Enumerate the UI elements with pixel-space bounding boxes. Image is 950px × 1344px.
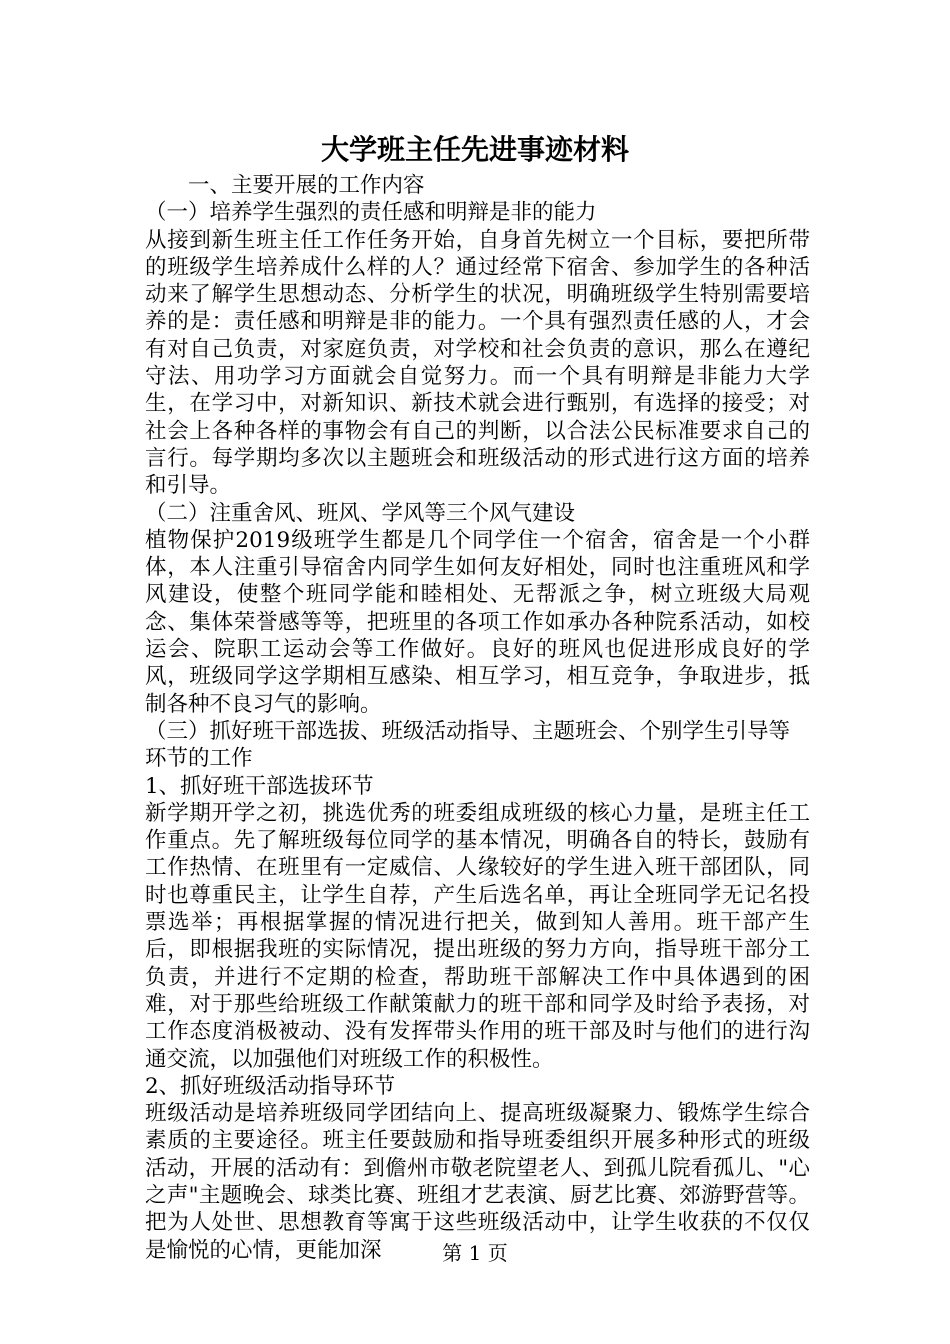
item-heading-1: 1、抓好班干部选拔环节 xyxy=(145,773,374,799)
subsection-heading-3: （三）抓好班干部选拔、班级活动指导、主题班会、个别学生引导等环节的工作 xyxy=(145,718,791,772)
body-paragraph-2: 植物保护2019级班学生都是几个同学住一个宿舍，宿舍是一个小群体，本人注重引导宿舍内同学生如何友好相处，同时也注重班风和学风建设，使整个班同学能和睦相处、无帮派之争，树立班级大局观念、集体荣誉感等等，把班里的各项工作如承办各种院系活动，如校运会、院职工运动会等工作做好。良好的班风也促进形成良好的学风，班级同学这学期相互感染、相互学习，相互竞争，争取进步，抵制各种不良习气的影响。 xyxy=(145,527,810,717)
subsection-heading-2: （二）注重舍风、班风、学风等三个风气建设 xyxy=(145,500,576,526)
body-paragraph-3: 新学期开学之初，挑选优秀的班委组成班级的核心力量，是班主任工作重点。先了解班级每位同学的基本情况，明确各自的特长，鼓励有工作热情、在班里有一定威信、人缘较好的学生进入班干部团队，同时也尊重民主，让学生自荐，产生后选名单，再让全班同学无记名投票选举；再根据掌握的情况进行把关，做到知人善用。班干部产生后，即根据我班的实际情况，提出班级的努力方向，指导班干部分工负责，并进行不定期的检查，帮助班干部解决工作中具体遇到的困难，对于那些给班级工作献策献力的班干部和同学及时给予表扬，对工作态度消极被动、没有发挥带头作用的班干部及时与他们的进行沟通交流，以加强他们对班级工作的积极性。 xyxy=(145,800,810,1072)
document-title: 大学班主任先进事迹材料 xyxy=(320,133,629,166)
section-heading-main: 一、主要开展的工作内容 xyxy=(145,173,425,198)
body-paragraph-4: 班级活动是培养班级同学团结向上、提高班级凝聚力、锻炼学生综合素质的主要途径。班主任要鼓励和指导班委组织开展多种形式的班级活动，开展的活动有：到儋州市敬老院望老人、到孤儿院看孤儿、"心之声"主题晚会、球类比赛、班组才艺表演、厨艺比赛、郊游野营等。把为人处世、思想教育等寓于这些班级活动中，让学生收获的不仅仅是愉悦的心情，更能加深 xyxy=(145,1101,810,1263)
document-body xyxy=(145,172,810,1264)
page-number: 第 1 页 xyxy=(442,1241,508,1265)
item-heading-2: 2、抓好班级活动指导环节 xyxy=(145,1073,396,1099)
body-paragraph-1: 从接到新生班主任工作任务开始，自身首先树立一个目标，要把所带的班级学生培养成什么样的人？通过经常下宿舍、参加学生的各种活动来了解学生思想动态、分析学生的状况，明确班级学生特别需要培养的是：责任感和明辩是非的能力。一个具有强烈责任感的人，才会有对自己负责，对家庭负责，对学校和社会负责的意识，那么在遵纪守法、用功学习方面就会自觉努力。而一个具有明辩是非能力大学生，在学习中，对新知识、新技术就会进行甄别，有选择的接受；对社会上各种各样的事物会有自己的判断，以合法公民标准要求自己的言行。每学期均多次以主题班会和班级活动的形式进行这方面的培养和引导。 xyxy=(145,227,810,499)
subsection-heading-1: （一）培养学生强烈的责任感和明辩是非的能力 xyxy=(145,200,597,226)
